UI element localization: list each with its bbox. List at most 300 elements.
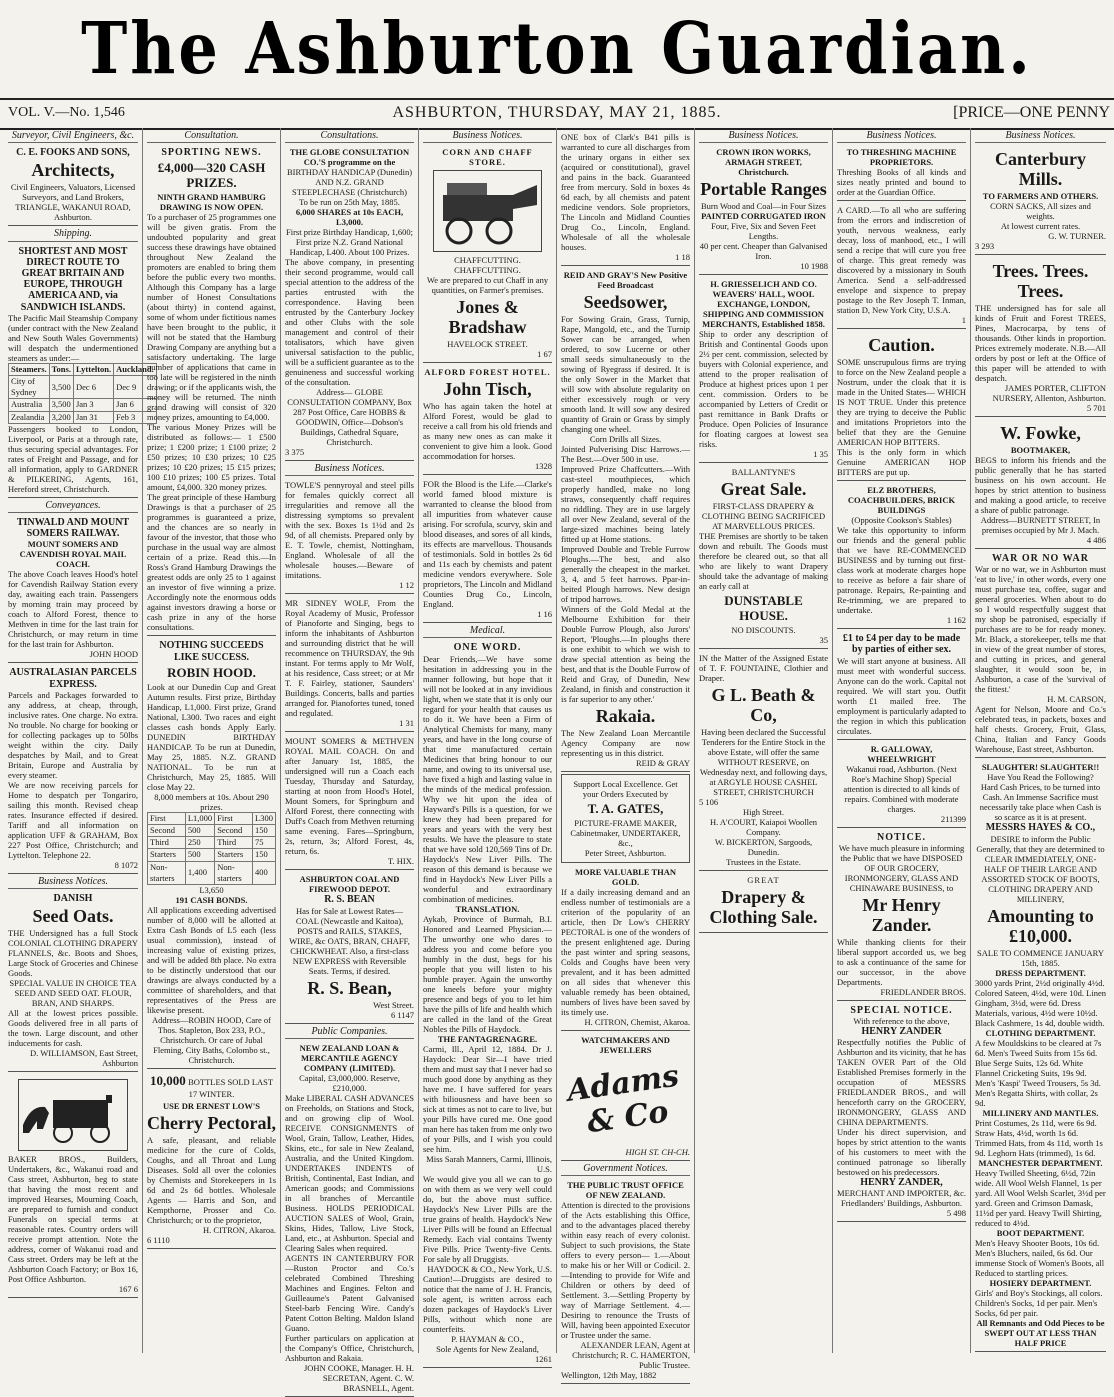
gates-pre: Support Local Excellence. Get your Orders Executed by [573,779,678,799]
prize-amount: L1,000 [185,812,214,824]
testimonial-body: Carmi, Ill., April 12, 1884. Dr J. Haydock: Dear Sir—I have tried them and must say that I never had so much good done by anything as they have me. I have suffered for years with biliousness and have been so sick at times as not to care to live, but your Pills have cured me. One good man here has taken from me only two of your Pills, and I wish you could see him. [423,1043,552,1154]
wages-heading: £1 to £4 per day to be made by parties of either sex. [842,633,961,656]
gates-street: Peter Street, Ashburton. [584,848,667,858]
prize-place: Starters [148,849,186,861]
notice-foot: While thanking clients for their liberal support accorded us, we beg to ask a continuance of the same for our successor, in the above Departments. [837,936,966,987]
fowke-ref: 4 486 [1086,535,1106,546]
bottles-text: BOTTLES SOLD LAST 17 WINTER. [188,1077,274,1100]
nzla-body: Make LIBERAL CASH ADVANCES on Freeholds, on Stations and Stock, and on growing clip of Wool. RECEIVE CONSIGNMENTS of Wool, Grain, Tallow, Leather, Hides, Skins, etc., for sale in New Zealand, Australia, and the United Kingdom. UNDERTAKES INDENTS of British, Continental, East Indian, and American goods; and Commissions in all branches of Mercantile Business. HOLDS PERIODICAL AUCTION SALES of Wool, Grain, Skins, Hides, Tallow, Live Stock, Land, etc., at Ashburton. Special and Clearing Sales when required. [285,1092,414,1253]
ship-col-header: Tons. [49,363,73,375]
bean-name: R. S. BEAN [324,894,375,906]
crown-iron: PAINTED CORRUGATED IRON [701,211,826,222]
card-body: A CARD.—To all who are suffering from the errors and indiscretion of youth, nervous weakness, early decay, loss of manhood, etc., I will send a recipe that will cure you free of charge. This great remedy was discovered by a missionary in South America. Send a self-addressed envelope and sixpence to prepay postage to the Rev Joseph T. Inman, station D, New York City, U.S.A. [837,205,966,316]
parcels-ref: 8 1072 [114,859,138,870]
prize-amount: 75 [253,837,276,849]
ball-note: THE Premises are shortly to be taken down and rebuilt. The Goods must therefore be cleared out, so that all who are likely to want Drapery should take the advantage of making an early call at [699,531,828,592]
wages-body: We will start anyone at business. All must meet with wonderful success. Anyone can do the work. Capital not required. We will start you. Outfit worth £1 mailed free. The employment is particularly adapted to the region in which this publication circulates. [837,655,966,736]
caution-heading: Caution. [868,335,935,356]
prize-total: L3,650 [199,885,224,896]
shipping-foot: Passengers booked to London, Liverpool, or Paris at a through rate, thus securing special advantages. For rates of Freight and Passage, and for all information, apply to GARDNER & PILKERING, Agents, 161, Hereford street, Christchurch. [8,423,138,494]
table-row [148,812,276,824]
trustee-1: H. A'COURT, Kaiapoi Woollen Company. [710,817,817,838]
crown-price: 40 per cent. Cheaper than Galvanised Iron. [699,241,828,262]
wolf-body: MR SIDNEY WOLF, From the Royal Academy of Music, Professor of Pianoforte and Singing, begs to inform the inhabitants of Ashburton and surrounding district that he will recommence on THURSDAY, the 9th instant. For terms apply to Mr Wolf, at his residence, Cass street; or at Mr T. F. Fairley, stationer, Saunders' Buildings. Concerts, balls and parties arranged for. Pianofortes tuned, toned and regulated. [285,598,414,719]
crown-ref: 10 1988 [800,261,828,272]
section-heading: Business Notices. [837,130,966,143]
bean-body: Has for Sale at Lowest Rates— COAL (Newcastle and Kaitoa), POSTS and RAILS, STAKES, WIRE, &c OATS, BRAN, CHAFF, CHICKWHEAT. Also, a first-class NEW EXPRESS with Reversible Seats. Terms, if desired. [289,905,410,976]
testimonial-sign: Miss Sarah Manners, Carmi, Illinois, U.S. [426,1153,552,1174]
public-trust-advert [561,1178,690,1384]
ball-house: DUNSTABLE HOUSE. [724,593,803,624]
gries-heading: H. GRIESSELICH AND CO. WEAVERS' HALL, WOOL EXCHANGE, LONDON, SHIPPING AND COMMISSION MERCHANTS, Established 1858. [702,279,825,330]
business-heading: Business Notices. [285,463,414,476]
prize-amount: 400 [253,861,276,884]
elz-body: We take this opportunity to inform our friends and the general public that we have RE-COMMENCED BUSINESS and by turning out first-class work at moderate charges hope to receive as before a fair share of patronage. Repairs, Re-painting and Re-trimming, we are prepared to undertake. [837,525,966,616]
crown-title: Portable Ranges [700,179,827,200]
table-row [148,849,276,861]
hayes-name: MESSRS HAYES & CO., [985,822,1096,834]
sporting-prize: £4,000—320 CASH PRIZES. [157,160,266,191]
place-date: ASHBURTON, THURSDAY, MAY 21, 1885. [392,104,722,121]
boot-heading: BOOT DEPARTMENT. [996,1227,1085,1238]
war-line: Agent for Nelson, Moore and Co.'s celebrated teas, in packets, boxes and half chests. Grocery, Fruit, Glass, China, Italian and Fancy Goods Warehouse, East street, Ashburton. [975,704,1106,755]
column-1 [4,128,154,1353]
ship-auckland: Feb 3 [114,411,157,423]
beath-name: G L. Beath & Co, [711,685,816,726]
hayes-advert [975,760,1106,1351]
coach-advert [285,734,414,870]
parcels-body: Parcels and Packages forwarded to any address, at cheap, through, inclusive rates. One charge. No extra. No trouble. No charge for booking or for collecting packages up to 50lbs weight within the city. Daily despatches by Mail, and to Great Britain, Europe and Australia by every steamer. [8,689,138,780]
chaff-advert [423,145,552,363]
mills-ref: 3 293 [975,241,995,252]
blood-ref: 1 16 [537,609,552,620]
tinwald-body: The above Coach leaves Hood's hotel for Cavendish Railway Station every day, awaiting each train. Passengers by morning train may proceed by coach to Alford Forest, thence to Methven in time for the last train for Christchurch, or may return in time for the last train for Ashburton. [8,569,138,650]
caution-advert [837,331,966,481]
dress-heading: DRESS DEPARTMENT. [995,967,1086,978]
manchester-heading: MANCHESTER DEPARTMENT. [978,1157,1103,1168]
seed-title: Seed Oats. [32,906,114,927]
shipping-heading: Shipping. [8,228,138,241]
prize-place: Non-starters [215,861,253,884]
mills-advert [975,145,1106,255]
masthead-title: The Ashburton Guardian. [81,6,1033,91]
column-8 [970,128,1110,1353]
fooks-body: Civil Engineers, Valuators, Licensed Surveyors, and Land Brokers, TRIANGLE, WAKANUI ROAD, Ashburton. [10,182,136,223]
rakaia-body: The New Zealand Loan Mercantile Agency Company are now representing us in this district. [561,728,690,758]
nzla-capital: Capital, £3,000,000. Reserve, £210,000. [299,1072,400,1093]
crown-heading: CROWN IRON WORKS, ARMAGH STREET, Christchurch. [716,147,811,178]
section-heading: Business Notices. [423,130,552,143]
ship-lyttelton: Dec 6 [73,376,113,399]
chaff-street: HAVELOCK STREET. [447,339,528,350]
column-7 [832,128,970,1353]
bean-street: West Street. [373,999,414,1010]
table-row [148,837,276,849]
chaff-name: Jones & Bradshaw [448,297,527,338]
bean-sign: R. S. Bean, [307,977,392,998]
reid-ploughs: Improved Double and Treble Furrow Ploughs.—The best, and also generally the cheapest in the market. 3, 4, and 5 feet harrows. Ppar-in-beited Plough harrows. New design of tripod harrows. [561,544,690,604]
galloway-advert [837,742,966,828]
seed-special: SPECIAL VALUE IN CHOICE TEA SEED AND SEED OAT. FLOUR, BRAN, AND SHARPS. [9,978,137,1009]
section-heading: Business Notices. [975,130,1106,143]
globe-date: To be run on 25th May, 1885. [299,197,400,208]
price: [PRICE—ONE PENNY [953,104,1110,121]
column-5 [556,128,694,1381]
chaff-body: We are prepared to cut Chaff in any quantities, on Farmer's premises. [426,275,549,296]
nzla-advert [285,1041,414,1397]
robin-address: Address—ROBIN HOOD, Care of Thos. Stapleton, Box 233, P.O., Christchurch. Or care of Jubal Fleming, City Baths, Colombo st., Christchurch. [152,1015,271,1066]
robin-title: ROBIN HOOD. [167,664,256,680]
special-name: HENRY ZANDER [861,1026,942,1038]
trees-advert [975,257,1106,417]
prize-amount: 150 [253,849,276,861]
robin-heading: NOTHING SUCCEEDS LIKE SUCCESS. [159,640,264,663]
ship-auckland: Jan 6 [114,399,157,411]
prize-amount: 150 [253,825,276,837]
ball-pre: BALLANTYNE'S [731,467,796,478]
wolf-advert [285,596,414,732]
hosiery-body: Girls' and Boy's Stockings, all colors. Children's Socks, 1d per pair. Men's Socks, 6d per pair. [975,1287,1103,1318]
fowke-trade: BOOTMAKER, [1010,445,1071,456]
ball-ref: 35 [819,635,828,646]
rakaia-sign: REID & GRAY [636,758,690,768]
crown-advert [699,145,828,275]
oneword-heading: ONE WORD. [453,642,522,654]
government-heading: Government Notices. [561,1163,690,1176]
reid-corn: Corn Drills all Sizes. [589,434,662,444]
prize-place: Second [148,825,186,837]
ship-lyttelton: Jan 3 [73,399,113,411]
fowke-body: BEGS to inform his friends and the public generally that he has started business on his own account. He hopes by strict attention to business and making a good article, to receive a share of public patronage. [975,455,1106,516]
ship-tons: 3,500 [49,399,73,411]
towle-body: TOWLE'S pennyroyal and steel pills for females quickly correct all irregularities and remove all the distressing symptoms so prevalent with the sex. Boxes 1s 1½d and 2s 9d, of all chemists. Prepared only by E. T. Towle, chemist, Nottingham, England. Wholesale of all the wholesale houses.—Beware of imitations. [285,480,414,581]
robin-foot: All applications exceeding advertised number of 8,000 will be allotted at Extra Cash Bonds of L5 each (less usual commission), instead of increasing value of existing prizes, and will be added 8th place. No extra to be distinctly understood that our drawings are always conducted by a committee of shareholders, and that representatives of the Press are likewise present. [147,905,276,1016]
baker-body: BAKER BROS., Builders, Undertakers, &c., Wakanui road and Cass street, Ashburton, beg to state that having the most recent and improved Hearses, Mourning Coach, are prepared to furnish and conduct Funerals on special terms at reasonable rates. Country orders will receive prompt attention. Note the address, corner of Wakanui road and Cass street. Orders may be left at the Ashburton Coach Factory; or Box 16, Post Office Ashburton. [8,1154,138,1285]
globe-address: Address— GLOBE CONSULTATION COMPANY, Box 287 Post Office, Care HOBBS & GOODWIN, Office—Dobson's Buildings, Cathedral Square, Christchurch. [287,387,412,448]
fowke-advert [975,419,1106,549]
ballantyne-advert [699,465,828,649]
ball-nodisc: NO DISCOUNTS. [731,625,796,636]
ship-name: Zealandia [9,411,50,423]
hayes-amount: Amounting to £10,000. [987,905,1094,946]
beath-advert [699,651,828,871]
alford-name: John Tisch, [443,379,532,400]
clark-body: ONE box of Clark's B41 pills is warranted to cure all discharges from the urinary organs in either sex (acquired or constitutional), gravel and pains in the back. Guaranteed free from mercury. Sold in boxes 4s 6d each, by all chemists and patent medicine vendors. Sole proprietors, The Lincoln and Midland Counties Drug Co., Lincoln, England. Wholesale of all the wholesale houses. [561,132,690,252]
hosiery-heading: HOSIERY DEPARTMENT. [989,1277,1092,1288]
beath-ref: 5 106 [699,797,719,808]
sporting-more: The great principle of these Hamburg Drawings is that a purchaser of 25 programmes is guaranteed a prize, and the chances are so nearly in favour of the investor, that those who purchase in the usual way are almost certain of a prize. Read this.—In Ross's Grand Hamburg Drawings the greatest odds are only 25 to 1 against an investor of five winning a prize. Accordingly note the enormous odds against investors drawing a horse or cash prize in any of the horse consultations. [147,492,276,633]
reid-heading: REID AND GRAY'S New Positive Feed Broadcast [563,270,688,290]
watchmakers-advert [561,1033,690,1161]
chaffcutter-icon [433,175,543,247]
special-foot: Under his direct supervision, and hopes by strict attention to the wants of his customers to meet with the continued patronage so liberally bestowed on his predecessors. [837,1127,966,1178]
conveyances-heading: Conveyances. [8,500,138,513]
ship-auckland: Dec 9 [114,376,157,399]
chaff-cutting: CHAFFCUTTING. CHAFFCUTTING. [454,255,521,276]
reid-medal: Winners of the Gold Medal at the Melbourne Exhibition for their Double Furrow Plough, also Jurors' Report, 'Ploughs.—In ploughs there is one exhibit to which we wish to draw special attention as being the best, and that is the Double Furrow of Reid and Gray, of Dunedin, New Zealand, in finish and construction it is far superior to any other.' [561,604,690,704]
trust-heading: THE PUBLIC TRUST OFFICE OF NEW ZEALAND. [567,1180,684,1201]
prize-place: Non-starters [148,861,186,884]
cash-bonds: 191 CASH BONDS. [175,895,248,906]
more-body: If a daily increasing demand and an endless number of testimonials are a criterion of the popularity of an article, then Dr Low's CHERRY PECTORAL is one of the wonders of the present enlightened age. During the past winter and spring seasons, Colds and Coughs have been very prevalent, and it has been admitted on all sides that whenever this valuable remedy has been obtained, numbers of lives have been saved by its timely use. [561,887,690,1017]
sporting-body: To a purchaser of 25 programmes one will be given gratis. From the undoubted popularity and great success these drawings have obtained throughout New Zealand the promoters are enabled to bring them before the public every two months. Although this Company has a large number of Honest Consultations (about thirty) in contend against, some of whom under fictitious names have been brought to the public, it will not be stated that the Hamburg Drawing Company are anything but a satisfactory undertaking. The large number of applications that came in too late will be registered in the ninth drawing; or if the applicants wish, the money will be returned. The ninth grand drawing will consist of 320 money prizes, amounting to £4,000. [147,212,276,423]
ship-name: City of Sydney [9,376,50,399]
volume-number: VOL. V.—No. 1,546 [8,105,125,120]
fowke-title: W. Fowke, [1000,423,1081,444]
cherry-ref: 6 1110 [147,1235,170,1246]
ball-title: Great Sale. [720,479,807,500]
elz-name: ELZ BROTHERS, COACHBUILDERS, BRICK BUILDINGS [847,485,956,516]
war-body: War or no war, we in Ashburton must 'eat to live,' in other words, every one must purchase tea, coffee, sugar and general groceries. When about to do so I would respectfully suggest that my shop be patronised, especially if purchases are to be for ready money. Mr. Black, a storekeeper, tells me that in view of the great number of stores, and cutting in prices, and general slaughter, it would soon be, in Ashburton, a case of the 'survival of the fittest.' [975,564,1106,695]
sporting-sub: NINTH GRAND HAMBURG DRAWING IS NOW OPEN. [157,192,266,213]
table-row [9,411,157,423]
baker-ref: 167 6 [118,1284,138,1295]
prize-amount: 500 [185,825,214,837]
globe-advert [285,145,414,461]
notice-body: We have much pleasure in informing the Public that we have DISPOSED OF OUR GROCERY, IRONMONGERY, GLASS AND CHINAWARE BUSINESS, to [838,842,965,893]
millinery-body: Print Costumes, 2s 11d, were 6s 9d. Straw Hats, 4½d, worth 1s 6d. Trimmed Hats, from 4s 11d, worth 1s 9d. Leghorn Hats (trimmed), 1s 6d. [975,1117,1103,1158]
agent-ref: 1261 [535,1353,552,1364]
agent-sign: P. HAYMAN & CO., [451,1333,524,1344]
trust-sign: ALEXANDER LEAN, Agent at Christchurch; R. C. HAMERTON, Public Trustee. [572,1340,690,1371]
cherry-advert [147,1071,276,1249]
globe-body: The above company, in presenting their second programme, would call special attention to the address of the parties entrusted with the correspondence. Having been entrusted by the Canterbury Jockey and other Clubs with the sole management and control of their totalisators, which have given universal satisfaction to the public, will be a sufficient guarantee as to the genuineness and successful working of the consultation. [285,257,414,388]
beath-street: High Street. [742,807,785,818]
nzla-sign: JOHN COOKE, Manager. H. H. SECRETAN, Agent. C. W. BRASNELL, Agent. [303,1362,414,1393]
table-row [148,861,276,884]
wolf-ref: 1 31 [399,718,414,729]
seed-advert [8,891,138,1072]
columns [4,128,1110,1393]
seed-pre: DANISH [53,893,93,905]
cherry-body: A safe, pleasant, and reliable medicine for the cure of Colds, Coughs, and all Throat and Lung Diseases. Sold all over the colonies by Chemists and Storekeepers in 1s 6d and 2s 6d bottles. Wholesale Agents — Harris and Son, and Kempthorne, Prosser and Co. Christchurch; or to the proprietor, [147,1135,276,1226]
globe-prizes: First prize Birthday Handicap, 1,600; First prize N.Z. Grand National Handicap, L400. About 100 Prizes. [285,227,413,258]
parcels-heading: AUSTRALASIAN PARCELS EXPRESS. [9,667,137,690]
oneword-body: Dear Friends,—We have some hesitation in addressing you in the manner following, but hope that it will not be looked at in any invidious light, when we state that it is only our regard for your health that causes us to do it. We have been a Firm of Analytical Chemists for many, many years, and have in the long course of that time manufactured certain Medicines that bring honour to our name, and owing to its universal use, have fixed a high and lasting value in the minds of the medical profession. Why we hit upon the idea of Hayward's Pills is a question, for we knew they had been prepared for years and years with the very best results. We have the pleasure to state that we have sold 120,569 Tins of Dr. Haydock's New Liver Pills. The reason of this demand is because we find in Haydock's New Liver Pills a wonderful and extraordinary combination of medicines. [423,653,552,904]
seed-sign: D. WILLIAMSON, East Street, Ashburton [30,1048,138,1069]
thresh-heading: TO THRESHING MACHINE PROPRIETORS. [846,147,957,168]
globe-races: BIRTHDAY HANDICAP (Dunedin) AND N.Z. GRAND STEEPLECHASE (Christchurch) [286,167,413,198]
elz-sub: (Opposite Cookson's Stables) [851,515,952,526]
column-2 [142,128,280,1353]
slaughter-body: Hard Cash Prices, to be turned into Cash. An Immense Sacrifice must necessarily take place when Cash is so scarce as it is at present. [979,782,1102,823]
haydock-sign: HAYDOCK & CO., New York, U.S. [427,1263,552,1274]
column-6 [694,128,832,1353]
haydock-foot: We would give you all we can to go on with them as we very well could do, but the above must suffice. Haydock's New Liver Pills are the true grains of health. Haydock's New Liver Pills will be found an Effectual Remedy. Each vial contains Twenty Five Pills. Price Twenty-five Cents. For sale by all Druggists. [423,1173,552,1264]
column-4 [418,128,556,1364]
masthead [0,0,1114,98]
reid-harrows: Jointed Pulverising Disc Harrows.—The Best.—Over 500 in use. [561,444,690,464]
more-valuable-advert [561,865,690,1031]
cherry-pre: USE DR ERNEST LOW'S [163,1101,260,1112]
prize-amount: 1,400 [185,861,214,884]
fowke-address: Address—BURNETT STREET, In premises occupied by Mr J. Mach. [980,515,1101,536]
ship-col-header: Lyttelton. [73,363,113,375]
prize-amount: 500 [185,849,214,861]
watch-name: Adams & Co [565,1058,682,1141]
war-sign: H. M. CARSON, [1047,694,1106,705]
globe-ref: 3 375 [285,447,305,458]
trees-body: THE undersigned has for sale all kinds of Fruit and Forest TREES, Pines, Macrocarpa, by tens of thousands. Other kinds in proportion. Prices extremely moderate. N.B.—All orders by post or left at the Office of this paper will be attended to with despatch. [975,303,1106,384]
blood-advert [423,477,552,623]
globe-heading: THE GLOBE CONSULTATION CO.'S programme on the [289,147,410,168]
mills-sign: G. W. TURNER. [1048,231,1106,242]
reid-chaff: Improved Prize Chaffcutters.—With cast-steel mouthpieces, which properly handled, make no long straws, consequently chaff requires no riddling. They are in use largely all over New Zealand, several of the large-sized machines being lately fitted up at Home stations. [561,464,690,544]
reid-gray-advert [561,268,690,772]
trustee-2: W. BICKERTON, Sargoods, Dunedin. [714,837,813,858]
baker-advert [8,1074,138,1298]
more-heading: MORE VALUABLE THAN GOLD. [574,867,677,887]
parcels-advert [8,665,138,873]
section-heading: Consultations. [285,130,414,143]
elz-advert [837,483,966,629]
gates-trade: PICTURE-FRAME MAKER, Cabinetmaker, UNDERTAKER, &c., [570,818,681,848]
alford-ref: 1328 [535,461,552,472]
towle-ref: 1 12 [399,580,414,591]
fooks-name: C. E. FOOKS AND SONS, [16,147,130,159]
table-row [9,399,157,411]
translation-body: Aykab, Province of Burmah, B.I. Honored and Learned Physician.—The unworthy one who dares to address you and come before you humbly in the dust, begs for his people that you will listen to his humble prayer. Again the unworthy one kneels before your mighty presence and begs of you to let him have the pills of life and health which are called in the land of the Great Nobles the Pills of Haydock. [423,913,552,1034]
clark-ref: 1 18 [675,252,690,262]
ship-col-header: Steamers. [9,363,50,375]
parcels-foot: We are now receiving parcels for Home to despatch per Tongariro, sailing this month. Revised cheap rates. Insurance effected if desired. Tariff and all information on application UFF & GRAHAM, Box 227 Post Office, Christchurch; and Lyttelton. Telephone 22. [8,779,138,860]
trees-ref: 5 701 [1086,403,1106,414]
ship-col-header: Auckland. [114,363,157,375]
ship-tons: 3,200 [49,411,73,423]
sporting-advert [147,145,276,636]
notice-sign: FRIEDLANDER BROS. [880,986,966,997]
shipping-route: SHORTEST AND MOST DIRECT ROUTE TO GREAT BRITAIN AND EUROPE, THROUGH AMERICA AND, via SANDWICH ISLANDS. [18,245,128,313]
griesselich-advert [699,277,828,463]
great-sale-advert [699,873,828,933]
crown-body: Burn Wood and Coal—in Four Sizes [700,201,826,212]
dress-body: 3000 yards Print, 2½d originally 4½d. Colored Sateen, 4½d, were 10d. Linen Gingham, 3½d, were 6d. Dress Materials, various, 4½d were 10½d. Black Cashmere, 1s 4d, double width. [975,977,1107,1028]
prize-amount: 250 [185,837,214,849]
medical-heading: Medical. [423,625,552,638]
cherry-sign: H. CITRON, Akaroa. [203,1225,276,1236]
great-title: Drapery & Clothing Sale. [709,887,818,928]
agent-line: Sole Agents for New Zealand, [436,1343,539,1354]
special-ref: With reference to the above, [853,1016,950,1027]
chaff-ref: 1 67 [537,349,552,360]
tinwald-sign: JOHN HOOD [89,649,138,660]
gries-body: Ship to order any description of British and Continental Goods upon 2½ per cent. commission, selected by buyers with Colonial experience, and attend to the proper realisation of Produce at highest prices upon 1 per cent. commission. Orders to be accompanied by Letters of Credit or past remittance in Bank Drafts or Produce. Open Policies of Insurance for floating cargoes at lowest sea risks. [699,329,828,450]
gall-ref: 211399 [940,813,966,824]
ship-table [8,363,157,424]
beath-pre: IN the Matter of the Assigned Estate of T. F. FOUNTAINE, Clothier and Draper. [699,653,828,684]
trees-title: Trees. Trees. Trees. [992,261,1089,302]
gall-body: Wakanui road, Ashburton. (Next Roe's Machine Shop) Special attention is directed to all kinds of repairs. Combined with moderate charges. [843,763,960,814]
business-heading: Business Notices. [8,876,138,889]
cherry-title: Cherry Pectoral, [147,1113,276,1134]
special-num: 5 498 [946,1208,966,1219]
gries-ref: 1 35 [813,449,828,460]
prize-place: Starters [215,849,253,861]
special-heading: SPECIAL NOTICE. [850,1004,953,1016]
threshing-advert [837,145,966,201]
prize-place: Second [215,825,253,837]
card-ref: 1 [961,315,966,326]
public-companies-heading: Public Companies. [285,1026,414,1039]
robin-body: Look at our Dunedin Cup and Great Autumn results. First prize, Birthday Handicap, L1,000. First prize, Grand National, L300. Two races and eight classes cash bonds Apply Early. DUNEDIN BIRTHDAY HANDICAP. To be run at Dunedin, May 25, 1885. N.Z. GRAND NATIONAL. To be run at Christchurch, May 25, 1885. Will close May 22. [147,681,276,792]
war-heading: WAR OR NO WAR [992,553,1089,565]
clark-advert [561,130,690,266]
notice-advert [837,830,966,1001]
robin-hood-advert [147,638,276,1069]
more-sign: H. CITRON, Chemist, Akaroa. [584,1017,690,1027]
coach-body: MOUNT SOMERS & METHVEN ROYAL MAIL COACH. On and after January 1st, 1885, the undersigned will run a Coach each Tuesday, Thursday and Saturday, starting at noon from Hood's Hotel, Mount Somers, for Springburn and Alford Forest, there connecting with Duff's Coach from Methven returning same evening. Fares—Springburn, 2s, return, 3s; Alford Forest, 4s, return, 6s. [285,736,414,857]
towle-advert [285,478,414,594]
special-body: Respectfully notifies the Public of Ashburton and its vicinity, that he has TAKEN OVER Part of the Old Established Premises formerly in the occupation of MESSRS FRIEDLANDER BROS., and will henceforth carry on the GROCERY, IRONMONGERY, GLASS AND CHINA DEPARTMENTS. [837,1037,966,1128]
notice-name: Mr Henry Zander. [862,894,941,935]
special-address: Friedlanders' Buildings, Ashburton. [840,1198,962,1209]
ship-lyttelton: Jan 31 [73,411,113,423]
special-sign: HENRY ZANDER, [860,1177,943,1189]
nzla-foot: Further particulars on application at the Company's Office, Christchurch, Ashburton and Rakaia. [285,1332,414,1363]
caution-body: SOME unscrupulous firms are trying to force on the New Zealand people a Nostrum, under the cloak that it is made in the United States— WHICH IS NOT TRUE. Under this pretence they are trying to deceive the Public and imitations Proprietors into the belief that they are the Genuine AMERICAN HOP BITTERS. [837,357,966,448]
hearse-illustration [18,1079,128,1151]
alford-advert [423,365,552,475]
oneword-advert [423,640,552,1367]
prize-place: Third [215,837,253,849]
reid-body: For Sowing Grain, Grass, Turnip, Rape, Mangold, etc., and the Turnip Sower can be arranged, when ordered, to sow Lucerne or other small seeds simultaneously to the sowing of Ryegrass if desired. It is the only Sower in the Market that will sow with absolute regularity on either excessively rough or very smooth land. It will sow any desired quantity of Grain or Grass by simply changing one wheel. [561,314,690,434]
trees-sign: JAMES PORTER, CLIFTON NURSERY, Allenton, Ashburton. [992,383,1106,404]
caution-note: Caution!—Druggists are desired to notice that the name of J. H. Francis, sole agent, is written across each dozen packages of Haydock's Liver Pills, without which none are counterfeits. [423,1273,552,1334]
slaughter-sub: Have You Read the Following? [987,772,1094,783]
elz-ref: 1 162 [946,615,966,626]
prize-place: First [215,812,253,824]
bean-advert [285,872,414,1023]
shipping-advert [8,244,154,498]
bean-ref: 6 1147 [390,1009,414,1020]
prize-amount: L300 [253,812,276,824]
alford-body: Who has again taken the hotel at Alford Forest, would be glad to receive a call from his old friends and as many new ones as can make it convenient to give him a look. Good accommodation for horses. [423,401,552,462]
hayes-body: DESIRE to inform the Public Generally, that they are determined to CLEAR IMMEDIATELY, ONE-HALF OF THEIR LARGE AND ASSORTED STOCK OF BOOTS, CLOTHING DRAPERY AND MILLINERY, [976,833,1105,904]
mills-title: Canterbury Mills. [995,149,1086,190]
globe-shares: 6,000 SHARES at 10s EACH, L3,000. [295,207,404,228]
watch-street: HIGH ST. CH-CH. [625,1147,690,1157]
ship-tons: 3,500 [49,376,73,399]
caution-foot: This is the only form in which Genuine AMERICAN HOP BITTERS are put up. [837,447,966,478]
clothing-heading: CLOTHING DEPARTMENT. [985,1027,1096,1038]
prize-place: Third [148,837,186,849]
boot-body: Men's Heavy Shooter Boots, 10s 6d. Men's Bluchers, nailed, 6s 6d. Our immense Stock of Women's Boots, all Reduced to startling prices. [975,1237,1105,1278]
bottles-line [147,1073,276,1101]
mills-body: TO FARMERS AND OTHERS. [982,191,1099,202]
coach-sign: T. HIX. [387,856,414,867]
trust-date: Wellington, 12th May, 1882 [561,1370,657,1381]
robin-subs: 8,000 members at 10s. About 290 prizes. [154,791,269,812]
dateline [0,98,1114,130]
special-notice-advert [837,1003,966,1223]
chaffcutter-illustration [433,170,542,252]
thresh-body: Threshing Books of all kinds and sizes neatly printed and bound to order at the Guardian Office. [837,167,966,198]
alford-heading: ALFORD FOREST HOTEL. [424,367,551,378]
prize-place: First [148,812,186,824]
seed-body: THE Undersigned has a full Stock COLONIAL CLOTHING DRAPERY FLANNELS, &c. Boots and Shoes, Large Stock of Groceries and Chinese Goods. [8,928,139,979]
watch-badge: WATCHMAKERS AND JEWELLERS [581,1035,670,1055]
fooks-title: Architects, [31,160,115,181]
millinery-heading: MILLINERY AND MANTLES. [982,1107,1099,1118]
notice-heading: NOTICE. [877,831,926,843]
hayes-date: SALE TO COMMENCE JANUARY 15th, 1885. [977,947,1104,968]
translation-heading: TRANSLATION. [455,903,520,914]
table-row [9,376,157,399]
shipping-note: The Pacific Mail Steamship Company (under contract with the New Zealand and New South Wales Governments) will despatch the undermentioned steamers as under:— [8,312,138,363]
seed-foot: All at the lowest prices possible. Goods delivered free in all parts of the town. Large discount, and other inducements for cash. [8,1008,138,1049]
clothing-body: A few Mouldskins to be cleared at 7s 6d. Men's Tweed Suits from 15s 6d. Blue Serge Suits, 12s 6d. White Flannel Cricketing Suits, 19s 9d. Men's 'Kaspi' Tweed Trousers, 5s 3d. Men's Regatta Shirts, with collar, 2s 9d. [975,1037,1102,1108]
section-heading: Consultation. [147,130,276,143]
